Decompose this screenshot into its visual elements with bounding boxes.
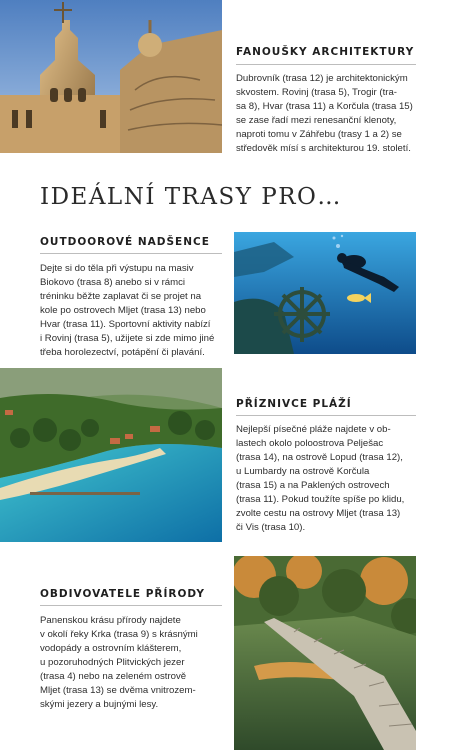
nature-text: Panenskou krásu přírody najdete v okolí řeky Krka (trasa 9) s krásnými vodopády a ostrovním klášterem, u pozoruhodných Plitvických jezer (trasa 4) nebo na zeleném ostrově Mljet (trasa 13) se dvěma vnitrozem- skými jezery a bujnými lesy. — [40, 615, 198, 710]
diver-photo — [234, 232, 416, 354]
architecture-heading: FANOUŠKY ARCHITEKTURY — [236, 46, 415, 58]
outdoor-heading: OUTDOOROVÉ NADŠENCE — [40, 236, 210, 248]
beaches-rule — [236, 415, 416, 416]
beach-photo — [0, 368, 222, 542]
beaches-text: Nejlepší písečné pláže najdete v ob- lastech okolo poloostrova Pelješac (trasa 14), na ostrově Lopud (trasa 12), u Lumbardy na ostrově Korčula (trasa 15) a na Paklených ostrovech (trasa 11). Pokud toužíte spíše po klidu, zvolte cestu na ostrovy Mljet (trasa 13) či Vis (trasa 10). — [236, 424, 405, 533]
architecture-text: Dubrovník (trasa 12) je architektonickým skvostem. Rovinj (trasa 5), Trogir (tra- sa 8), Hvar (trasa 11) a Korčula (trasa 15) se zase řadí mezi renesanční klenoty, naproti tomu v Záhřebu (trasy 1 a 2) se středověk mísí s architekturou 19. století. — [236, 73, 413, 154]
nature-photo — [234, 556, 416, 750]
section-title: IDEÁLNÍ TRASY PRO… — [40, 184, 342, 210]
beaches-heading: PŘÍZNIVCE PLÁŽÍ — [236, 398, 352, 410]
nature-rule — [40, 605, 222, 606]
outdoor-text: Dejte si do těla při výstupu na masiv Biokovo (trasa 8) anebo si v rámci tréninku běžte zaplavat či se projet na kole po ostrovech Mljet (trasa 13) nebo Hvar (trasa 11). Sportovní aktivity nabízí i Rovinj (trasa 5), užijete si zde mimo jiné třeba horolezectví, potápění či plavání. — [40, 263, 215, 358]
architecture-photo — [0, 0, 222, 153]
architecture-rule — [236, 64, 416, 65]
outdoor-rule — [40, 253, 222, 254]
nature-heading: OBDIVOVATELE PŘÍRODY — [40, 588, 205, 600]
